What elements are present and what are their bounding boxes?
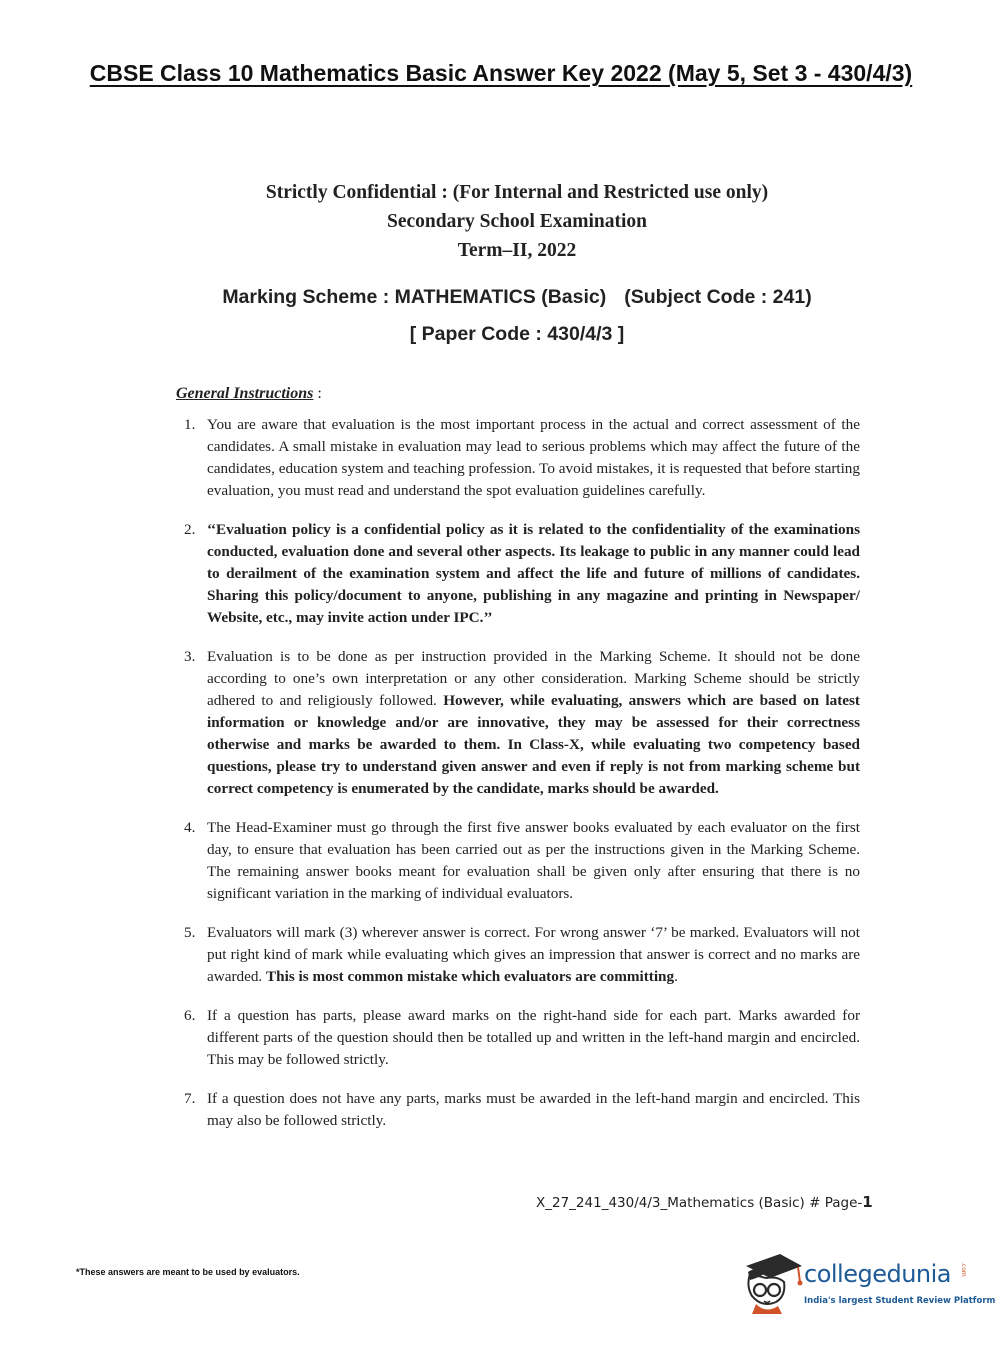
instruction-number: 3. [184, 648, 196, 665]
instruction-text: Evaluation is to be done as per instruction provided in the Marking Scheme. It should not be done according to one’s own interpretation or any other consideration. Marking Scheme should be strictly adhered to and religiously followed. [207, 648, 860, 709]
paper-code: [ Paper Code : 430/4/3 ] [409, 323, 625, 345]
instruction-text: ‘‘Evaluation policy is a confidential policy as it is related to the confidentiality of the examinations conducted, evaluation done and several other aspects. Its leakage to public in any manner could lead to derailment of the examination system and affect the life and future of millions of candidates. Sharing this policy/document to anyone, publishing in any magazine and printing in Newspaper/ Website, etc., may invite action under IPC.’’ [207, 521, 860, 626]
general-instructions-label: General Instructions [176, 385, 314, 402]
general-instructions-heading [176, 385, 322, 403]
term: Term–II, 2022 [457, 240, 577, 261]
logo-tagline: India's largest Student Review Platform [804, 1296, 996, 1306]
evaluator-note: *These answers are meant to be used by evaluators. [76, 1267, 300, 1277]
marking-scheme-line [0, 279, 1002, 316]
instruction-body [207, 646, 860, 800]
instructions-list [176, 414, 860, 1149]
page-footer-label [536, 1193, 873, 1211]
exam-name: Secondary School Examination [386, 211, 648, 232]
instruction-number: 6. [184, 1007, 196, 1024]
instruction-number: 4. [184, 819, 196, 836]
instruction-item [176, 922, 860, 988]
instruction-item [176, 1005, 860, 1071]
instruction-item [176, 1088, 860, 1132]
confidential-block [0, 178, 1002, 265]
instruction-tail: . [674, 968, 678, 985]
mascot-icon [742, 1252, 804, 1316]
instruction-bold-text: This is most common mistake which evaluators are committing [266, 968, 675, 985]
instruction-number: 2. [184, 521, 196, 538]
marking-scheme-block [0, 279, 1002, 353]
instruction-number: 5. [184, 924, 196, 941]
instruction-body [207, 922, 860, 988]
instruction-text: The Head-Examiner must go through the first five answer books evaluated by each evaluator on the first day, to ensure that evaluation has been carried out as per the instructions given in the Marking Scheme. The remaining answer books meant for evaluation shall be given only after ensuring that there is no significant variation in the marking of individual evaluators. [207, 819, 860, 902]
subject-code: (Subject Code : 241) [624, 286, 812, 308]
instruction-item [176, 646, 860, 800]
instruction-text: You are aware that evaluation is the most important process in the actual and correct assessment of the candidates. A small mistake in evaluation may lead to serious problems which may affect the future of the candidates, education system and teaching profession. To avoid mistakes, it is requested that before starting evaluation, you must read and understand the spot evaluation guidelines carefully. [207, 416, 860, 499]
instruction-number: 7. [184, 1090, 196, 1107]
collegedunia-logo[interactable] [742, 1250, 996, 1320]
instruction-text: If a question does not have any parts, marks must be awarded in the left-hand margin and encircled. This may also be followed strictly. [207, 1090, 860, 1129]
heading-colon: : [313, 385, 322, 402]
page-label: X_27_241_430/4/3_Mathematics (Basic) # Page- [536, 1195, 863, 1211]
instruction-text: If a question has parts, please award marks on the right-hand side for each part. Marks awarded for different parts of the question should then be totalled up and written in the left-hand margin and encircled. This may be followed strictly. [207, 1007, 860, 1068]
instruction-number: 1. [184, 416, 196, 433]
instruction-item [176, 414, 860, 502]
instruction-bold-text: However, while evaluating, answers which are based on latest information or knowledge and/or are innovative, they may be assessed for their correctness otherwise and marks be awarded to them. In Class-X, while evaluating two competency based questions, please try to understand given answer and even if reply is not from marking scheme but correct competency is enumerated by the candidate, marks should be awarded. [207, 692, 860, 797]
page-title: CBSE Class 10 Mathematics Basic Answer Key 2022 (May 5, Set 3 - 430/4/3) [89, 60, 913, 86]
instruction-item [176, 817, 860, 905]
logo-suffix: .com [960, 1262, 967, 1277]
marking-scheme-title: Marking Scheme : MATHEMATICS (Basic) [222, 286, 607, 308]
page-number: 1 [862, 1193, 873, 1211]
confidential-line: Strictly Confidential : (For Internal and Restricted use only) [265, 182, 769, 203]
logo-wordmark: collegedunia [804, 1260, 952, 1288]
instruction-text: Evaluators will mark (3) wherever answer is correct. For wrong answer ‘7’ be marked. Evaluators will not put right kind of mark while evaluating which gives an impression that answer is correct and no marks are awarded. [207, 924, 860, 985]
instruction-item [176, 519, 860, 629]
